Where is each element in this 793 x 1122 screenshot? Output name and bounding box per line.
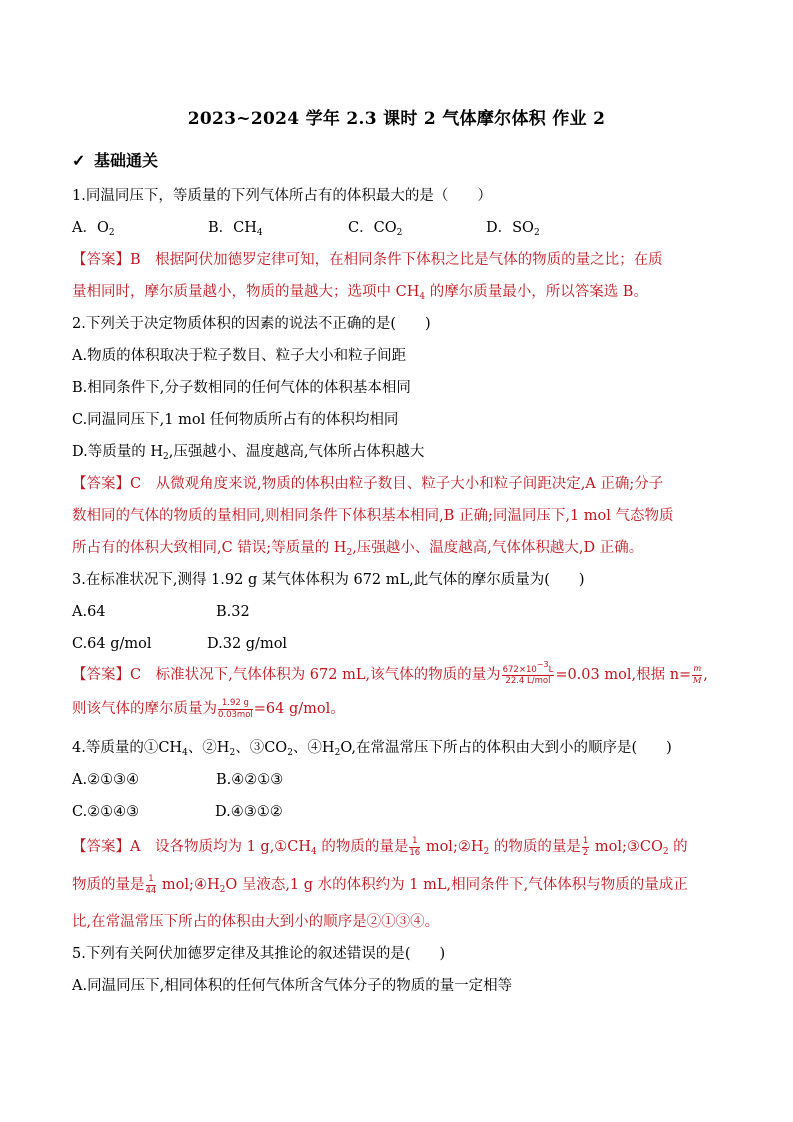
q2-option-d: D.等质量的 $H_2$,压强越小、温度越高,气体所占体积越大 (72, 444, 425, 462)
answer-tag: 【答案】 (72, 476, 130, 492)
q2-answer-line2: 数相同的气体的物质的量相同,则相同条件下体积基本相同,B 正确;同温同压下,1 mol 气态物质 (72, 508, 674, 524)
q2-answer-line3: 所占有的体积大致相同,C 错误;等质量的 $H_2$,压强越小、温度越高,气体体积越大,D 正确。 (72, 540, 644, 558)
q1-options (72, 218, 540, 238)
q1-answer-line2: 量相同时，摩尔质量越小，物质的量越大；选项中 $CH_4$ 的摩尔质量最小，所以答案选 B。 (72, 284, 648, 302)
q3-options-row1 (72, 602, 250, 622)
q3-options-row2 (72, 634, 287, 654)
q1-stem: 1.同温同压下，等质量的下列气体所占有的体积最大的是（ ） (72, 188, 492, 204)
q3-stem: 3.在标准状况下,测得 1.92 g 某气体体积为 672 mL,此气体的摩尔质量为( ) (72, 572, 585, 588)
q4-options-row1 (72, 770, 283, 790)
q5-option-a: A.同温同压下,相同体积的任何气体所含气体分子的物质的量一定相等 (72, 978, 513, 994)
checkmark-icon: ✓ (72, 151, 86, 170)
q2-option-b: B.相同条件下,分子数相同的任何气体的体积基本相同 (72, 380, 411, 396)
q1-option-a: A．$O_2$ (72, 220, 115, 238)
section-heading (72, 148, 158, 171)
q4-option-c: C.②①④③ (72, 804, 140, 820)
fraction-volume-over-molar-volume: $\frac{672\times 10^{-3}L}{\text{22.4 L/mol}}$ (502, 659, 554, 686)
answer-tag: 【答案】 (72, 667, 130, 683)
q1-option-c: C．$CO_2$ (348, 220, 403, 238)
fraction-m-over-M: $\frac{m}{M}$ (692, 664, 702, 686)
q2-option-a: A.物质的体积取决于粒子数目、粒子大小和粒子间距 (72, 348, 407, 364)
q5-stem: 5.下列有关阿伏加德罗定律及其推论的叙述错误的是( ) (72, 946, 446, 962)
q3-option-a: A.64 (72, 604, 106, 620)
q4-answer-line3: 比,在常温常压下所占的体积由大到小的顺序是②①③④。 (72, 914, 440, 930)
q1-answer-line1: 【答案】B 根据阿伏加德罗定律可知，在相同条件下体积之比是气体的物质的量之比；在质 (72, 252, 663, 268)
q3-option-d: D.32 g/mol (207, 636, 288, 652)
q4-stem: 4.等质量的$①CH_4$、$②H_2$、$③CO_2$、$④H_2O$,在常温常压下所占的体积由大到小的顺序是( ) (72, 740, 672, 758)
q2-answer-line1: 【答案】C 从微观角度来说,物质的体积由粒子数目、粒子大小和粒子间距决定,A 正确;分子 (72, 476, 664, 492)
fraction-one-half: $\frac{1}{2}$ (582, 836, 589, 858)
q4-answer-line1: 【答案】A 设各物质均为 1 $g,①CH_4$ 的物质的量是 $\frac{1}{16}$ $mol;②H_2$ 的物质的量是 $\frac{1}{2}$ $mol;③CO_2$ 的 (72, 836, 688, 858)
fraction-mass-over-moles: $\frac{1.92 g}{\text{0.03mol}}$ (218, 698, 253, 720)
q4-option-b: B.④②①③ (216, 772, 284, 788)
q4-option-a: A.②①③④ (72, 772, 140, 788)
q3-option-c: C.64 g/mol (72, 636, 152, 652)
section-label: 基础通关 (94, 151, 159, 170)
fraction-one-forty-fourth: $\frac{1}{44}$ (145, 874, 157, 896)
q1-option-d: D．$SO_2$ (486, 220, 540, 238)
q2-stem: 2.下列关于决定物质体积的因素的说法不正确的是( ) (72, 316, 431, 332)
q4-option-d: D.④③①② (215, 804, 283, 820)
q4-options-row2 (72, 802, 283, 822)
fraction-one-sixteenth: $\frac{1}{16}$ (409, 836, 421, 858)
q1-option-b: B．$CH_4$ (208, 220, 263, 238)
answer-tag: 【答案】 (72, 252, 130, 268)
q2-option-c: C.同温同压下,1 mol 任何物质所占有的体积均相同 (72, 412, 399, 428)
q3-answer-line2: 则该气体的摩尔质量为 $\frac{1.92 g}{\text{0.03mol}}$ =64 g/mol。 (72, 698, 345, 720)
page-title: 2023~2024 学年 2.3 课时 2 气体摩尔体积 作业 2 (187, 109, 606, 129)
q3-answer-line1: 【答案】C 标准状况下,气体体积为 672 mL,该气体的物质的量为 $\frac{672\times 10^{-3}L}{\text{22.4 L/mol}}$ =0.03 mol,根据 n= $\frac{m}{M}$ , (72, 659, 708, 686)
q3-option-b: B.32 (216, 604, 250, 620)
answer-tag: 【答案】 (72, 839, 130, 855)
q4-answer-line2: 物质的量是 $\frac{1}{44}$ $mol;④H_2O$ 呈液态,1 g 水的体积约为 1 mL,相同条件下,气体体积与物质的量成正 (72, 874, 688, 896)
